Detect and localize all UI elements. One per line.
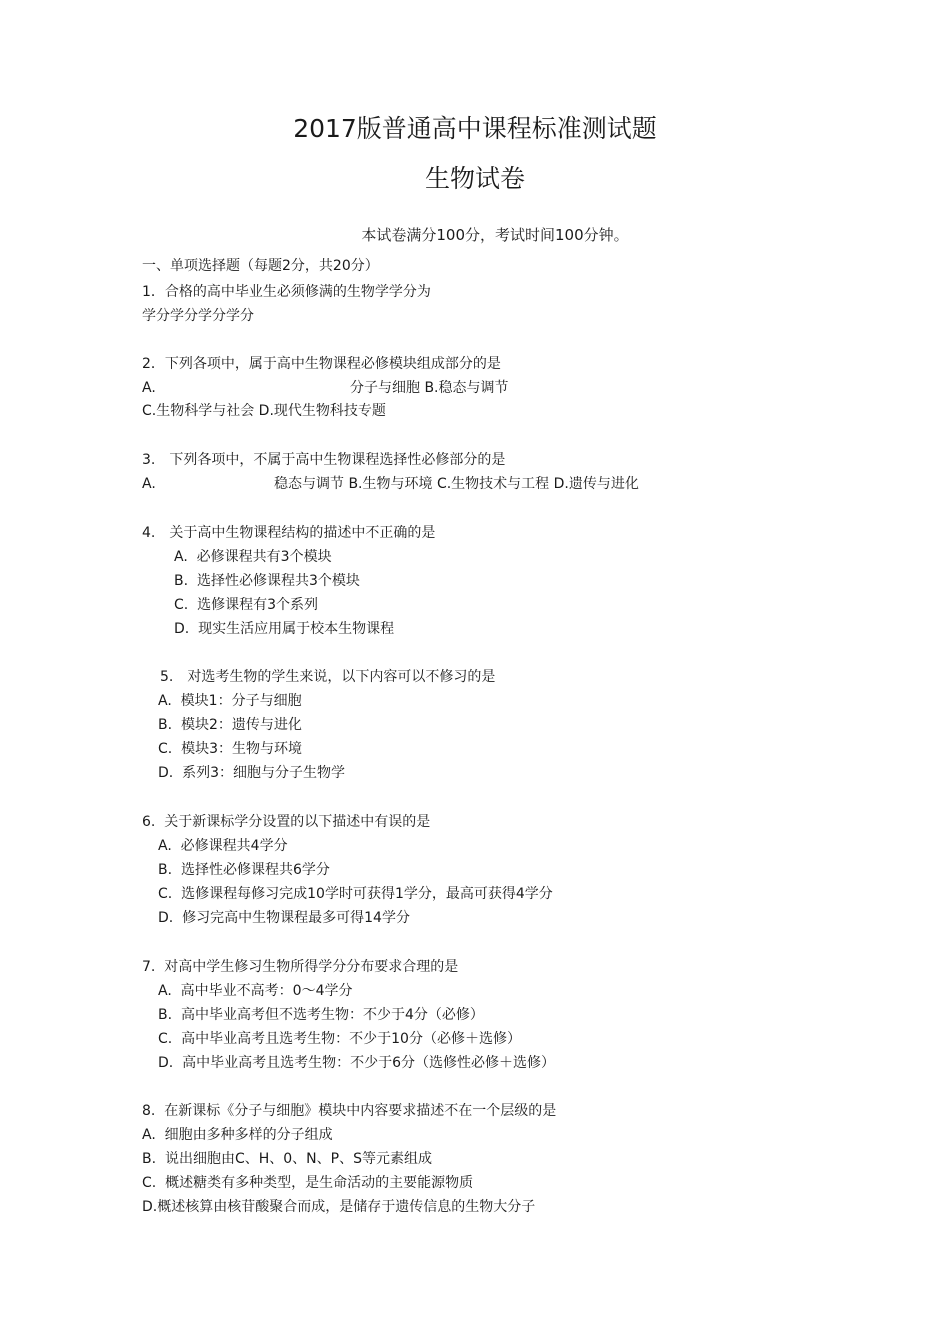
question-8-stem: 8. 在新课标《分子与细胞》模块中内容要求描述不在一个层级的是 [142, 1103, 557, 1119]
question-4-option-c: C. 选修课程有3个系列 [174, 597, 319, 613]
question-7-option-a: A. 高中毕业不高考：0〜4学分 [158, 983, 353, 999]
page-subtitle: 生物试卷 [424, 164, 525, 193]
exam-info: 本试卷满分100分，考试时间100分钟。 [361, 226, 629, 244]
question-2-option-ab: 分子与细胞 B.稳态与调节 [350, 380, 509, 396]
question-4-option-b: B. 选择性必修课程共3个模块 [174, 573, 360, 589]
question-6-stem: 6. 关于新课标学分设置的以下描述中有误的是 [142, 814, 431, 830]
question-8-option-b: B. 说出细胞由C、H、0、N、P、S等元素组成 [142, 1151, 432, 1167]
question-7-stem: 7. 对高中学生修习生物所得学分分布要求合理的是 [142, 959, 459, 975]
question-7-option-d: D. 高中毕业高考且选考生物：不少于6分（选修性必修＋选修） [158, 1055, 556, 1071]
question-6-option-c: C. 选修课程每修习完成10学时可获得1学分，最高可获得4学分 [158, 886, 553, 902]
question-7-option-b: B. 高中毕业高考但不选考生物：不少于4分（必修） [158, 1007, 484, 1023]
section-heading: 一、单项选择题（每题2分，共20分） [142, 258, 379, 274]
question-4-option-a: A. 必修课程共有3个模块 [174, 549, 332, 565]
question-6-option-d: D. 修习完高中生物课程最多可得14学分 [158, 910, 410, 926]
question-1-options: 学分学分学分学分 [142, 308, 254, 324]
question-2-stem: 2．下列各项中，属于高中生物课程必修模块组成部分的是 [142, 356, 501, 372]
question-5-option-b: B. 模块2：遗传与进化 [158, 717, 302, 733]
question-5-option-d: D. 系列3：细胞与分子生物学 [158, 765, 346, 781]
question-3-options: 稳态与调节 B.生物与环境 C.生物技术与工程 D.遗传与进化 [274, 476, 639, 492]
question-5-option-c: C. 模块3：生物与环境 [158, 741, 303, 757]
question-1-stem: 1．合格的高中毕业生必须修满的生物学学分为 [142, 284, 431, 300]
question-4-option-d: D. 现实生活应用属于校本生物课程 [174, 621, 395, 637]
question-2-option-cd: C.生物科学与社会 D.现代生物科技专题 [142, 403, 386, 419]
question-8-option-d: D.概述核算由核苷酸聚合而成，是储存于遗传信息的生物大分子 [142, 1199, 536, 1215]
question-3-stem: 3. 下列各项中，不属于高中生物课程选择性必修部分的是 [142, 452, 506, 468]
question-7-option-c: C. 高中毕业高考且选考生物：不少于10分（必修＋选修） [158, 1031, 521, 1047]
question-4-stem: 4. 关于高中生物课程结构的描述中不正确的是 [142, 525, 436, 541]
question-6-option-a: A. 必修课程共4学分 [158, 838, 288, 854]
question-6-option-b: B. 选择性必修课程共6学分 [158, 862, 330, 878]
question-3-option-a-label: A. [142, 476, 156, 492]
question-5-option-a: A. 模块1：分子与细胞 [158, 693, 302, 709]
question-2-option-a-label: A. [142, 380, 156, 396]
page-title: 2017版普通高中课程标准测试题 [293, 114, 657, 143]
question-8-option-c: C. 概述糖类有多种类型，是生命活动的主要能源物质 [142, 1175, 474, 1191]
question-5-stem: 5. 对选考生物的学生来说，以下内容可以不修习的是 [160, 669, 496, 685]
question-8-option-a: A. 细胞由多种多样的分子组成 [142, 1127, 333, 1143]
